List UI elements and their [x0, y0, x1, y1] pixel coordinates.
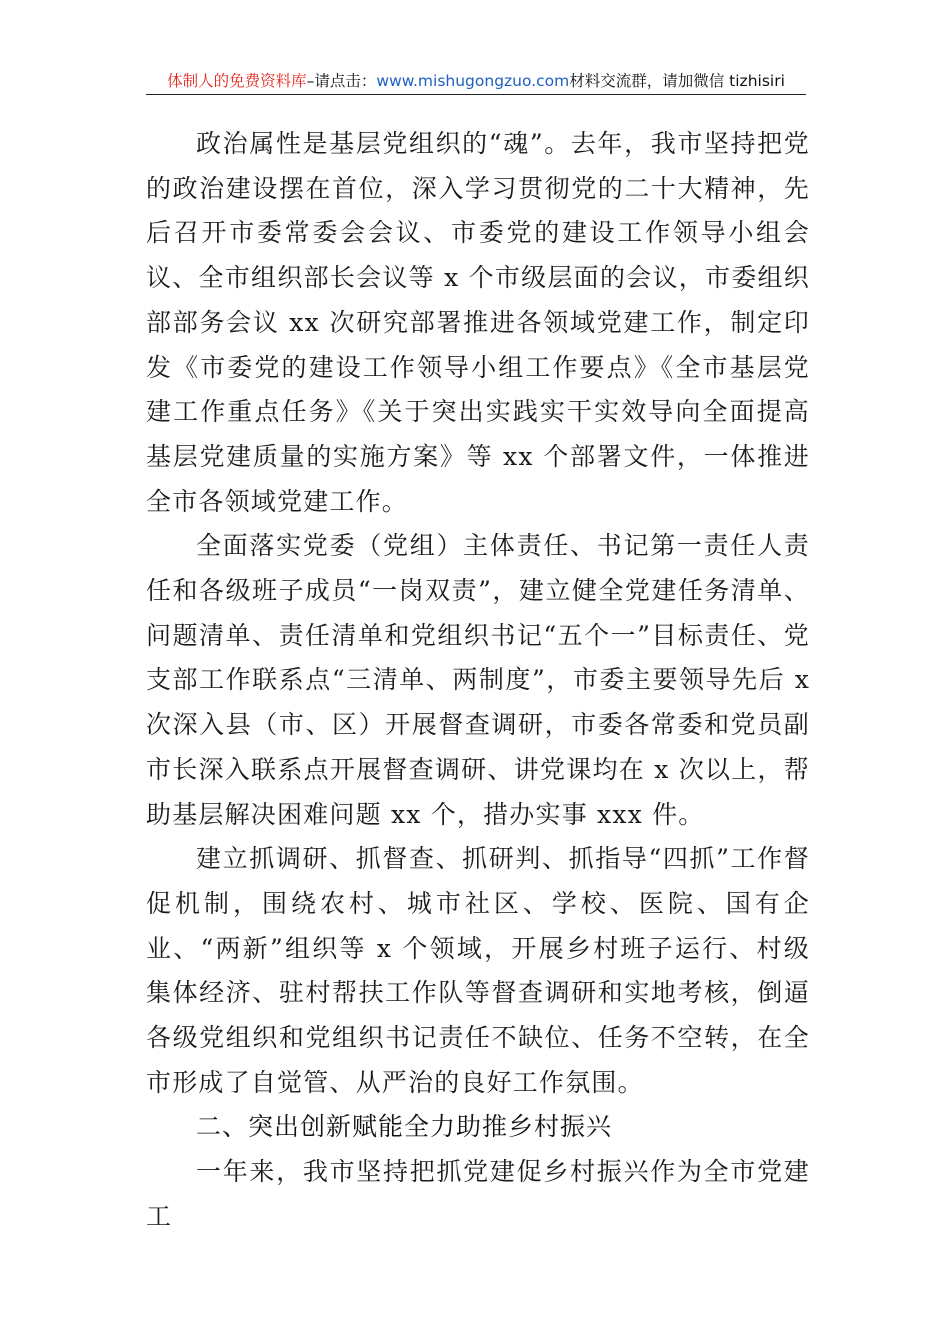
header-contact: 材料交流群，请加微信 tizhisiri	[569, 72, 785, 90]
paragraph-supervision-mechanism: 建立抓调研、抓督查、抓研判、抓指导“四抓”工作督促机制，围绕农村、城市社区、学校、医院、国有企业、“两新”组织等 x 个领域，开展乡村班子运行、村级集体经济、驻村帮扶工作队等督查调研和实地考核，倒逼各级党组织和党组织书记责任不缺位、任务不空转，在全市形成了自觉管、从严治的良好工作氛围。	[146, 844, 810, 1097]
header-url-link[interactable]: www.mishugongzuo.com	[376, 72, 570, 90]
paragraph-political-attribute: 政治属性是基层党组织的“魂”。去年，我市坚持把党的政治建设摆在首位，深入学习贯彻党的二十大精神，先后召开市委常委会会议、市委党的建设工作领导小组会议、全市组织部长会议等 x 个市级层面的会议，市委组织部部务会议 xx 次研究部署推进各领域党建工作，制定印发《市委党的建设工作领导小组工作要点》《全市基层党建工作重点任务》《关于突出实践实干实效导向全面提高基层党建质量的实施方案》等 xx 个部署文件，一体推进全市各领域党建工作。	[146, 129, 810, 516]
page-header	[146, 68, 806, 95]
header-site-name: 体制人的免费资料库	[167, 72, 307, 90]
header-prompt: –请点击：	[306, 72, 377, 90]
paragraph-responsibility: 全面落实党委（党组）主体责任、书记第一责任人责任和各级班子成员“一岗双责”，建立健全党建任务清单、问题清单、责任清单和党组织书记“五个一”目标责任、党支部工作联系点“三清单、两制度”，市委主要领导先后 x 次深入县（市、区）开展督查调研，市委各常委和党员副市长深入联系点开展督查调研、讲党课均在 x 次以上，帮助基层解决困难问题 xx 个，措办实事 xxx 件。	[146, 531, 810, 829]
section-heading: 二、突出创新赋能全力助推乡村振兴	[196, 1112, 613, 1142]
paragraph-rural-revitalization: 一年来，我市坚持把抓党建促乡村振兴作为全市党建工	[146, 1157, 810, 1231]
document-body	[146, 122, 810, 1240]
